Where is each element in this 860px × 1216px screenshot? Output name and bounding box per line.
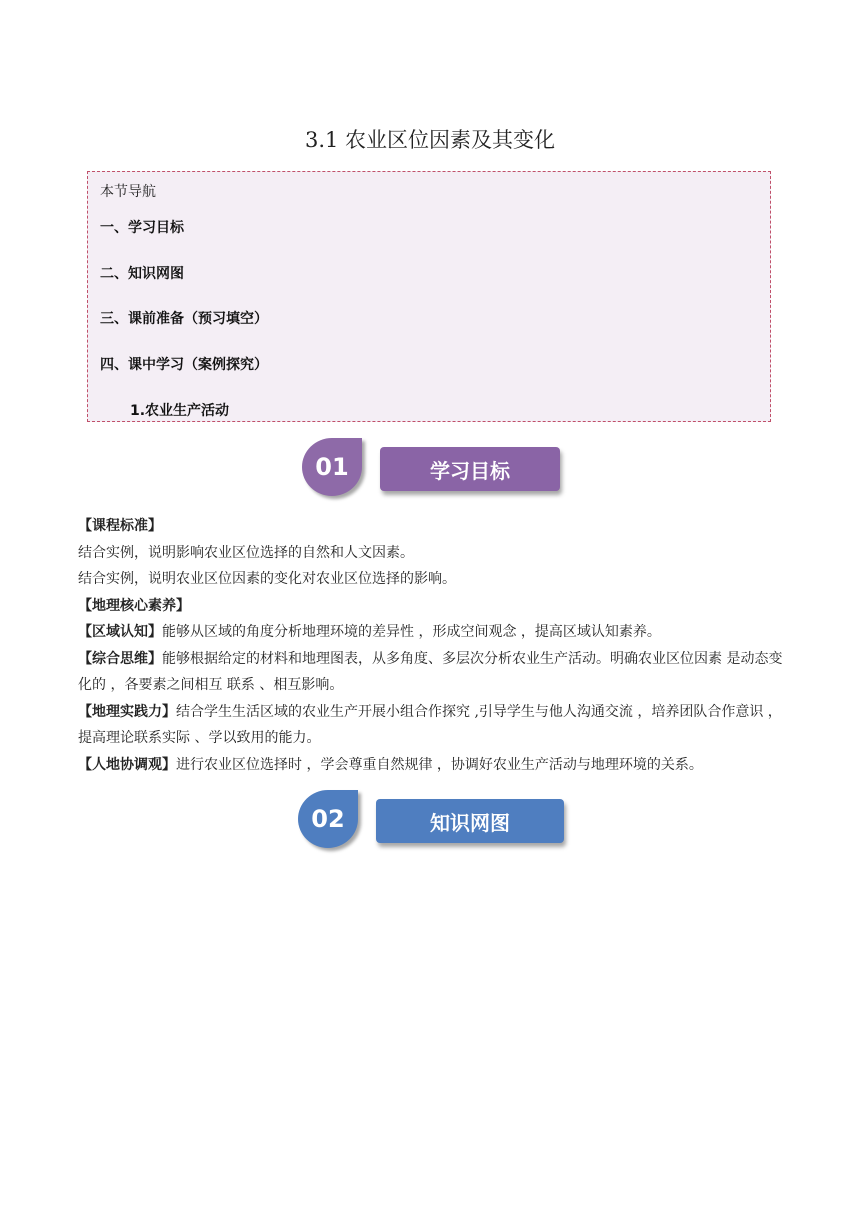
section-navigation-box [87,171,771,422]
course-standard-2: 结合实例，说明农业区位因素的变化对农业区位选择的影响。 [78,571,456,587]
section-heading-knowledge-map [298,790,566,850]
course-standard-heading: 【课程标准】 [78,518,162,534]
section-label: 学习目标 [380,447,560,491]
core-literacy-heading: 【地理核心素养】 [78,597,190,614]
nav-item-agriculture[interactable]: 1.农业生产活动 [130,403,230,419]
course-standard-1: 结合实例，说明影响农业区位选择的自然和人文因素。 [78,544,414,561]
human-land-harmony: 【人地协调观】进行农业区位选择时 ，学会尊重自然规律 ，协调好农业生产活动与地理环境的关系。 [78,756,703,773]
region-cognition: 【区域认知】能够从区域的角度分析地理环境的差异性 ，形成空间观念 ，提高区域认知素养。 [78,624,661,640]
nav-item-learning-goals[interactable]: 一、学习目标 [100,220,184,236]
page-title: 3.1 农业区位因素及其变化 [304,128,556,152]
nav-item-in-class[interactable]: 四、课中学习（案例探究） [100,357,268,373]
section-heading-learning-goals [302,438,562,498]
section-number-badge: 01 [302,438,362,496]
learning-goals-content [78,513,786,778]
section-label: 知识网图 [376,799,564,843]
nav-title: 本节导航 [100,184,156,200]
nav-item-preview[interactable]: 三、课前准备（预习填空） [100,311,268,327]
nav-item-knowledge-map[interactable]: 二、知识网图 [100,266,184,282]
section-number-badge: 02 [298,790,358,848]
comprehensive-thinking: 【综合思维】能够根据给定的材料和地理图表，从多角度、多层次分析农业生产活动。明确农业区位因素 是动态变化的 ，各要素之间相互 联系 、相互影响。 [78,650,783,693]
geo-practice: 【地理实践力】结合学生生活区域的农业生产开展小组合作探究 ,引导学生与他人沟通交流 ，培养团队合作意识 ，提高理论联系实际 、学以致用的能力。 [78,703,782,746]
